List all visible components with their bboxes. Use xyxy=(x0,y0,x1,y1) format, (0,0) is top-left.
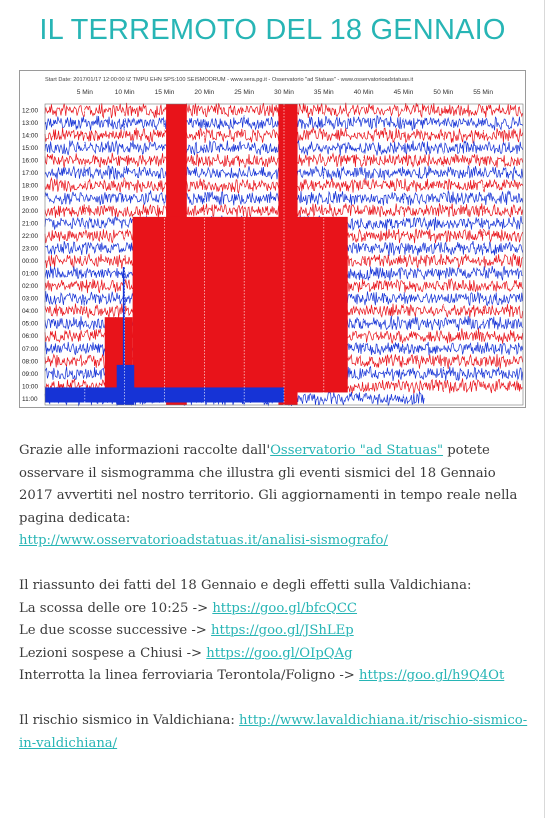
risk-paragraph xyxy=(19,710,531,755)
hour-tick-label: 21:00 xyxy=(22,220,38,228)
hour-tick-label: 05:00 xyxy=(22,320,38,328)
hour-tick-label: 04:00 xyxy=(22,308,38,316)
seismograph-page-link[interactable]: http://www.osservatorioadstatuas.it/analisi-sismografo/ xyxy=(19,533,388,549)
hour-tick-label: 14:00 xyxy=(22,132,38,140)
minute-tick-label: 40 Min xyxy=(353,89,374,96)
intro-rest: potete osservare il sismogramma che illustra gli eventi sismici del 18 Gennaio 2017 avvertiti nel nostro territorio. Gli aggiornamenti in tempo reale nella pagina dedicata: xyxy=(19,443,518,526)
minute-tick-label: 50 Min xyxy=(433,89,454,96)
hour-tick-label: 00:00 xyxy=(22,257,38,265)
hour-tick-label: 08:00 xyxy=(22,358,38,366)
hour-tick-label: 03:00 xyxy=(22,295,38,303)
summary-item-label: La scossa delle ore 10:25 -> xyxy=(19,600,213,616)
minute-tick-label: 5 Min xyxy=(76,89,93,96)
hour-tick-label: 22:00 xyxy=(22,232,38,240)
risk-link[interactable]: http://www.lavaldichiana.it/rischio-sismico-in-valdichiana/ xyxy=(19,712,528,751)
hour-tick-label: 13:00 xyxy=(22,120,38,128)
hour-tick-label: 15:00 xyxy=(22,145,38,153)
summary-paragraph xyxy=(19,575,531,688)
minute-tick-label: 35 Min xyxy=(313,89,334,96)
hour-tick-label: 10:00 xyxy=(22,383,38,391)
risk-label: Il rischio sismico in Valdichiana: xyxy=(19,712,240,728)
intro-text: Grazie alle informazioni raccolte dall' xyxy=(19,443,271,458)
article-body xyxy=(19,440,531,755)
summary-item-link[interactable]: https://goo.gl/JShLEp xyxy=(211,623,354,639)
summary-item-link[interactable]: https://goo.gl/OIpQAg xyxy=(206,645,353,661)
hour-tick-label: 19:00 xyxy=(22,195,38,203)
minute-tick-label: 25 Min xyxy=(234,89,255,96)
hour-tick-label: 09:00 xyxy=(22,370,38,378)
hour-tick-label: 16:00 xyxy=(22,157,38,165)
summary-item-label: Lezioni sospese a Chiusi -> xyxy=(19,645,207,661)
hour-tick-label: 07:00 xyxy=(22,345,38,353)
hour-tick-label: 01:00 xyxy=(22,270,38,278)
article-title: IL TERREMOTO DEL 18 GENNAIO xyxy=(39,14,506,46)
minute-tick-label: 55 Min xyxy=(473,89,494,96)
hour-tick-label: 12:00 xyxy=(22,107,38,115)
observatory-link[interactable]: Osservatorio "ad Statuas" xyxy=(270,443,444,458)
hour-tick-label: 02:00 xyxy=(22,283,38,291)
hour-tick-label: 18:00 xyxy=(22,182,38,190)
minute-tick-label: 15 Min xyxy=(154,89,175,96)
seismic-event-block xyxy=(133,217,348,393)
seismogram-header: Start Date: 2017/01/17 12:00:00 IZ TMPU EHN SPS:100 SEISMODRUM - www.sera.pg.it - Osservatorio "ad Statuas" - www.osservatorioadstatuas.it xyxy=(45,77,414,83)
hour-tick-label: 17:00 xyxy=(22,170,38,178)
seismogram-image xyxy=(19,70,526,408)
minute-tick-label: 10 Min xyxy=(114,89,135,96)
summary-item-link[interactable]: https://goo.gl/bfcQCC xyxy=(212,600,358,616)
minute-tick-label: 45 Min xyxy=(393,89,414,96)
minute-tick-label: 20 Min xyxy=(194,89,215,96)
hour-tick-label: 23:00 xyxy=(22,245,38,253)
hour-tick-label: 06:00 xyxy=(22,333,38,341)
summary-intro: Il riassunto dei fatti del 18 Gennaio e degli effetti sulla Valdichiana: xyxy=(19,577,472,593)
summary-item-label: Le due scosse successive -> xyxy=(19,623,212,639)
hour-tick-label: 11:00 xyxy=(22,395,38,403)
minute-tick-label: 30 Min xyxy=(274,89,294,96)
summary-item-link[interactable]: https://goo.gl/h9Q4Ot xyxy=(359,668,505,684)
hour-tick-label: 20:00 xyxy=(22,207,38,215)
intro-paragraph xyxy=(19,440,531,553)
summary-item-label: Interrotta la linea ferroviaria Terontola/Foligno -> xyxy=(19,668,360,684)
